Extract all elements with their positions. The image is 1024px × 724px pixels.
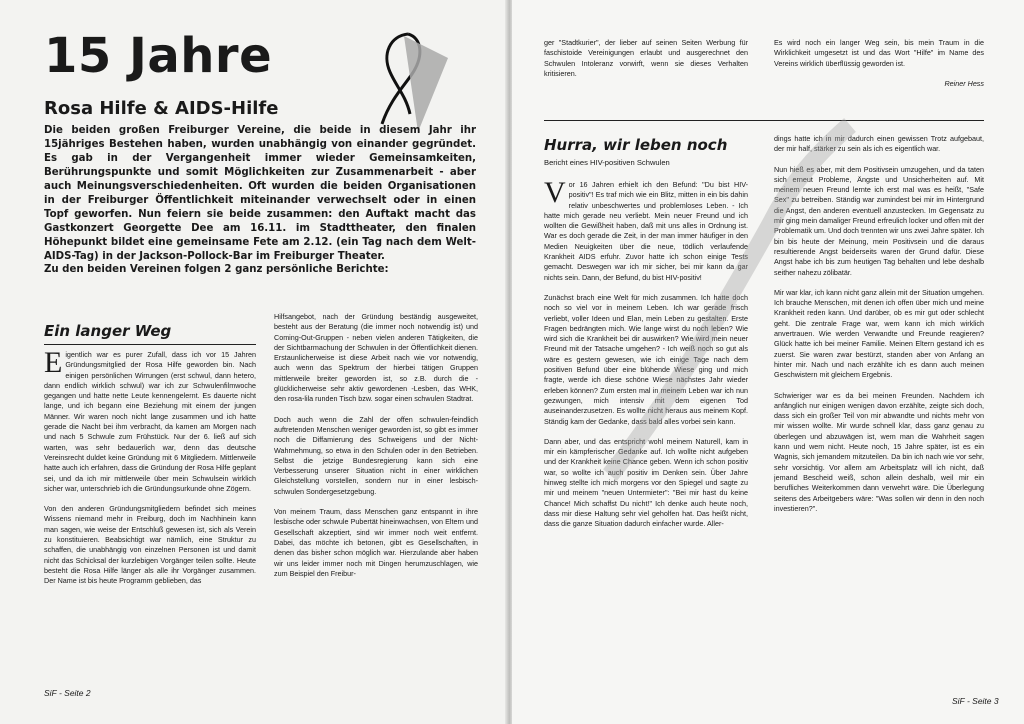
aids-ribbon-icon bbox=[360, 28, 450, 138]
paragraph-text: igentlich war es purer Zufall, dass ich vor 15 Jahren Gründungsmitglied der Rosa Hilfe geworden bin. Nach einigen persönlichen Wirrungen (erst schwul, dann hetero, dann endlich wirklich schwul) war ich zur Schwulenfilmwoche gegangen und hatte nette Leute kennengelernt. Es dauerte nicht lange, und ich begann eine Beziehung mit einem der jungen Männer. Wir waren noch nicht lange zusammen und ich hatte gerade die Nacht bei ihm verbracht, da kamen am Morgen nach und nach 5 Schwule zum Frühstück. Nur der 6. ließ auf sich warten, was sehr bedauerlich war, denn das deutsche Vereinsrecht duldet keine Gründung mit 6 Mitgliedern. Mittlerweile hatte auch ich erfahren, dass die Gründung der Rosa Hilfe geplant sei, und da ich mir mittlerweile über mein Schwulsein wirklich sicher war, unterschrieb ich die Gründungsurkunde ohne Zögern. bbox=[44, 350, 256, 493]
page-title: 15 Jahre bbox=[44, 28, 273, 84]
section-divider bbox=[544, 120, 984, 121]
page-footer-right: SiF - Seite 3 bbox=[952, 696, 999, 706]
paragraph: Von den anderen Gründungsmitgliedern befindet sich meines Wissens niemand mehr in Freiburg, doch im Nachhinein kann man sagen, wie weise der Entschluß gewesen ist, sich als Verein zu konstituieren. Beabsichtigt war nämlich, eine Struktur zu schaffen, die unabhängig von einzelnen Personen ist und damit nicht das Schicksal der kurzlebigen Vorgänger teilen sollte. Heute besteht die Rosa Hilfe länger als alle ihr Vorgänger zusammen. Der Name ist bis heute Programm geblieben, das bbox=[44, 504, 256, 586]
paragraph: Schwieriger war es da bei meinen Freunden. Nachdem ich anfänglich nur einigen wenigen davon erzählte, zeigte sich doch, dass sich ein großer Teil von mir abwandte und nichts mehr von mir wissen wollte. Mir wurde schnell klar, dass ganz genau zu überlegen und abzuwägen ist, wem man die Wahrheit sagen kann und wem nicht. Heute noch, 15 Jahre später, ist es ein Wagnis, sich jemandem mitzuteilen. Da bin ich nach wie vor sehr, sehr vorsichtig. Vor allem am Arbeitsplatz will ich nicht, daß jemand Bescheid weiß, schon allein deshalb, weil mir ein berufliches Weiterkommen dann verwehrt wäre. Die Überlegung seitens des Arbeitgebers wäre: "Was sollen wir denn in den noch investieren?". bbox=[774, 390, 984, 513]
article-title-hurra: Hurra, wir leben noch bbox=[544, 136, 728, 154]
left-page bbox=[0, 0, 508, 724]
page-subtitle: Rosa Hilfe & AIDS-Hilfe bbox=[44, 98, 279, 119]
author-signature: Reiner Hess bbox=[944, 78, 984, 88]
paragraph: Es wird noch ein langer Weg sein, bis mein Traum in die Wirklichkeit umgesetzt ist und das Wort "Hilfe" im Name des Vereins wirklich überflüssig geworden ist. bbox=[774, 38, 984, 68]
column-right-1-top bbox=[544, 38, 748, 98]
column-right-1 bbox=[544, 180, 748, 684]
paragraph: Nun hieß es aber, mit dem Positivsein umzugehen, und da taten sich erneut Probleme, Ängste und Unsicherheiten auf. Mit meinem neuen Freund lernte ich erst mal was es heißt, "Safe Sex" zu betreiben. Ständig war zumindest bei mir im Hintergrund die Angst, den anderen eventuell anzustecken. Im Gegensatz zu mir ging mein damaliger Freund erfreulich locker und offen mit der Problematik um. Und doch trennten wir uns zwei Jahre später. Ich bin bis heute der Meinung, mein Positivsein und die daraus resultierende Angst beiderseits waren der Grund dafür. Diese Angst habe ich bis zum heutigen Tag behalten und lebe deshalb seither nahezu zölibatär. bbox=[774, 164, 984, 277]
paragraph: Zunächst brach eine Welt für mich zusammen. Ich hatte doch noch so viel vor in meinem Leben. Ich war gerade frisch verliebt, voller Ideen und Elan, mein Leben zu gestalten. Erste Fragen bedrängten mich. Wie lange wirst du noch leben? Wie wird sich die Krankheit bei dir auswirken? Wie wird mein neuer Freund mit der Tatsache umgehen? - Ich weiß noch so gut als wäre es gestern gewesen, wie ich einige Tage nach dem positiven Befund über eine blühende Wiese ging und mich fragte, werde ich diese schöne Wiese nächstes Jahr wieder erleben können? Zum ersten mal in meinem Leben war ich nun gezwungen, mich intensiv mit dem eigenen Tod auseinanderzusetzen. Es wollte nicht heraus aus meinem Kopf. Ständig kam der Gedanke, dass bald alles vorbei sein kann. bbox=[544, 292, 748, 426]
intro-lead-in: Zu den beiden Vereinen folgen 2 ganz persönliche Berichte: bbox=[44, 264, 389, 275]
page-footer-left: SiF - Seite 2 bbox=[44, 688, 91, 698]
paragraph: Hilfsangebot, nach der Gründung beständig ausgeweitet, besteht aus der Beratung (die immer noch notwendig ist) und Coming-Out-Gruppen - neben vielen anderen Tätigkeiten, die der Sichtbarmachung der Schwulen in der Öffentlichkeit dienen. Erstaunlicherweise ist diese Arbeit nach wie vor notwendig, auch wenn das Spektrum der hierbei tätigen Gruppen mittlerweile breiter geworden ist, so z.B. durch die - glücklicherweise sehr aktiv gewordenen -Lesben, das WHK, den rosa-lila runden Tisch bzw. sogar einen schwulen Stadtrat. bbox=[274, 312, 478, 404]
paragraph: Mir war klar, ich kann nicht ganz allein mit der Situation umgehen. Ich brauche Menschen, mit denen ich offen über mich und meine Krankheit reden kann. Und darüber, ob es mir gut oder schlecht geht. Die zentrale Frage war, wem kann ich mich wirklich anvertrauen. Wie werden Verwandte und Freunde reagieren? Glück hatte ich bei meiner Familie. Meinen Eltern gestand ich es zuerst. Sie waren zwar bestürzt, standen aber von Anfang an hinter mir. Nach und nach erzählte ich es dann auch meinen Geschwistern mit gleichem Ergebnis. bbox=[774, 287, 984, 380]
title-underline bbox=[44, 344, 256, 345]
right-page bbox=[512, 0, 1024, 724]
drop-cap: V bbox=[544, 180, 566, 209]
column-right-2-top bbox=[774, 38, 984, 108]
article-title-langer-weg: Ein langer Weg bbox=[44, 322, 172, 340]
article-subtitle: Bericht eines HIV-positiven Schwulen bbox=[544, 158, 670, 167]
paragraph: Doch auch wenn die Zahl der offen schwulen-feindlich auftretenden Menschen weniger geworden ist, so gibt es immer noch die Diffamierung des Schweigens und der Nicht-Wahrnehmung, so etwa in den Schulen oder in den Betrieben. Selbst die jetzige Bundesregierung kann sich eine Verbesserung unserer Situation nicht in einer wirklichen Gleichstellung vorstellen, sondern nur in einer lesbisch-schwulen Sondergesetzgebung. bbox=[274, 414, 478, 496]
paragraph: Dann aber, und das entspricht wohl meinem Naturell, kam in mir ein kämpferischer Gedanke auf. Ich wollte nicht aufgeben und der Krankheit keine Chance geben. Wenn ich schon positiv war, so wollte ich auch positiv im Denken sein. Über Jahre hinweg stellte ich mich morgens vor den Spiegel und sagte zu mir und meinem "neuen Untermieter": "Bei mir hast du keine Chance! Mich schaffst Du nicht!" Ich denke auch heute noch, dass mir diese Haltung sehr viel geholfen hat. Das heißt nicht, dass die ganze Situation dadurch einfacher wurde. Aller- bbox=[544, 436, 748, 529]
paragraph: dings hatte ich in mir dadurch einen gewissen Trotz aufgebaut, der mir half, stärker zu sein als ich es eigentlich war. bbox=[774, 134, 984, 154]
paragraph bbox=[544, 180, 748, 283]
drop-cap: E bbox=[44, 350, 63, 379]
paragraph: Von meinem Traum, dass Menschen ganz entspannt in ihre lesbische oder schwule Pubertät hineinwachsen, von Eltern und Gesellschaft akzeptiert, sind wir immer noch weit entfernt. Dabei, das möchte ich betonen, gibt es Gesellschaften, in denen das bisher schon möglich war. Hierzulande aber haben wir uns leider immer noch mit Dingen herumzuschlagen, wie zum Beispiel den Freibur- bbox=[274, 507, 478, 578]
column-left-2 bbox=[274, 312, 478, 680]
column-right-2 bbox=[774, 134, 984, 688]
intro-paragraph: Die beiden großen Freiburger Vereine, die beide in diesem Jahr ihr 15jähriges Bestehen haben, wurden unabhängig von einander gegründet. Es gab in der Vergangenheit immer wieder Gemeinsamkeiten, Berührungspunkte und somit Möglichkeiten zur Zusammenarbeit - aber auch Meinungsverschiedenheiten. Oft wurden die beiden Organisationen in der Freiburger Öffentlichkeit miteinander verwechselt oder in einen Topf geworfen. Nun feiern sie beide zusammen: den Auftakt macht das Gastkonzert Georgette Dee am 16.11. im Stadttheater, den finalen Höhepunkt bildet eine gemeinsame Fete am 2.12. (ein Tag nach dem Welt-AIDS-Tag) in der Jackson-Pollock-Bar im Freiburger Theater. bbox=[44, 125, 476, 262]
paragraph: ger "Stadtkurier", der lieber auf seinen Seiten Werbung für faschistoide Vereinigungen erlaubt und ausgerechnet den Schwulen Intoleranz vorwirft, wenn sie dieses Verhalten kritisieren. bbox=[544, 38, 748, 78]
paragraph bbox=[44, 350, 256, 494]
column-left-1 bbox=[44, 350, 256, 680]
paragraph-text: or 16 Jahren erhielt ich den Befund: "Du bist HIV-positiv"! Es traf mich wie ein Blitz, mitten in ein bis dahin relativ unbeschwertes und problemloses Leben. - Ich hatte mich gerade neu verliebt. Mein neuer Freund und ich wollten die Gewißheit haben, daß mit uns alles in Ordnung ist. War es doch gerade die Zeit, in der man immer häufiger in den Medien Neuigkeiten über die neue, tödlich verlaufende Krankheit AIDS erfuhr. Zuvor hatte ich schon einige Tests gemacht. Deswegen war ich mir sicher, bei mir kann da gar nichts sein. Dann, der Befund, du bist HIV-positiv! bbox=[544, 180, 748, 282]
